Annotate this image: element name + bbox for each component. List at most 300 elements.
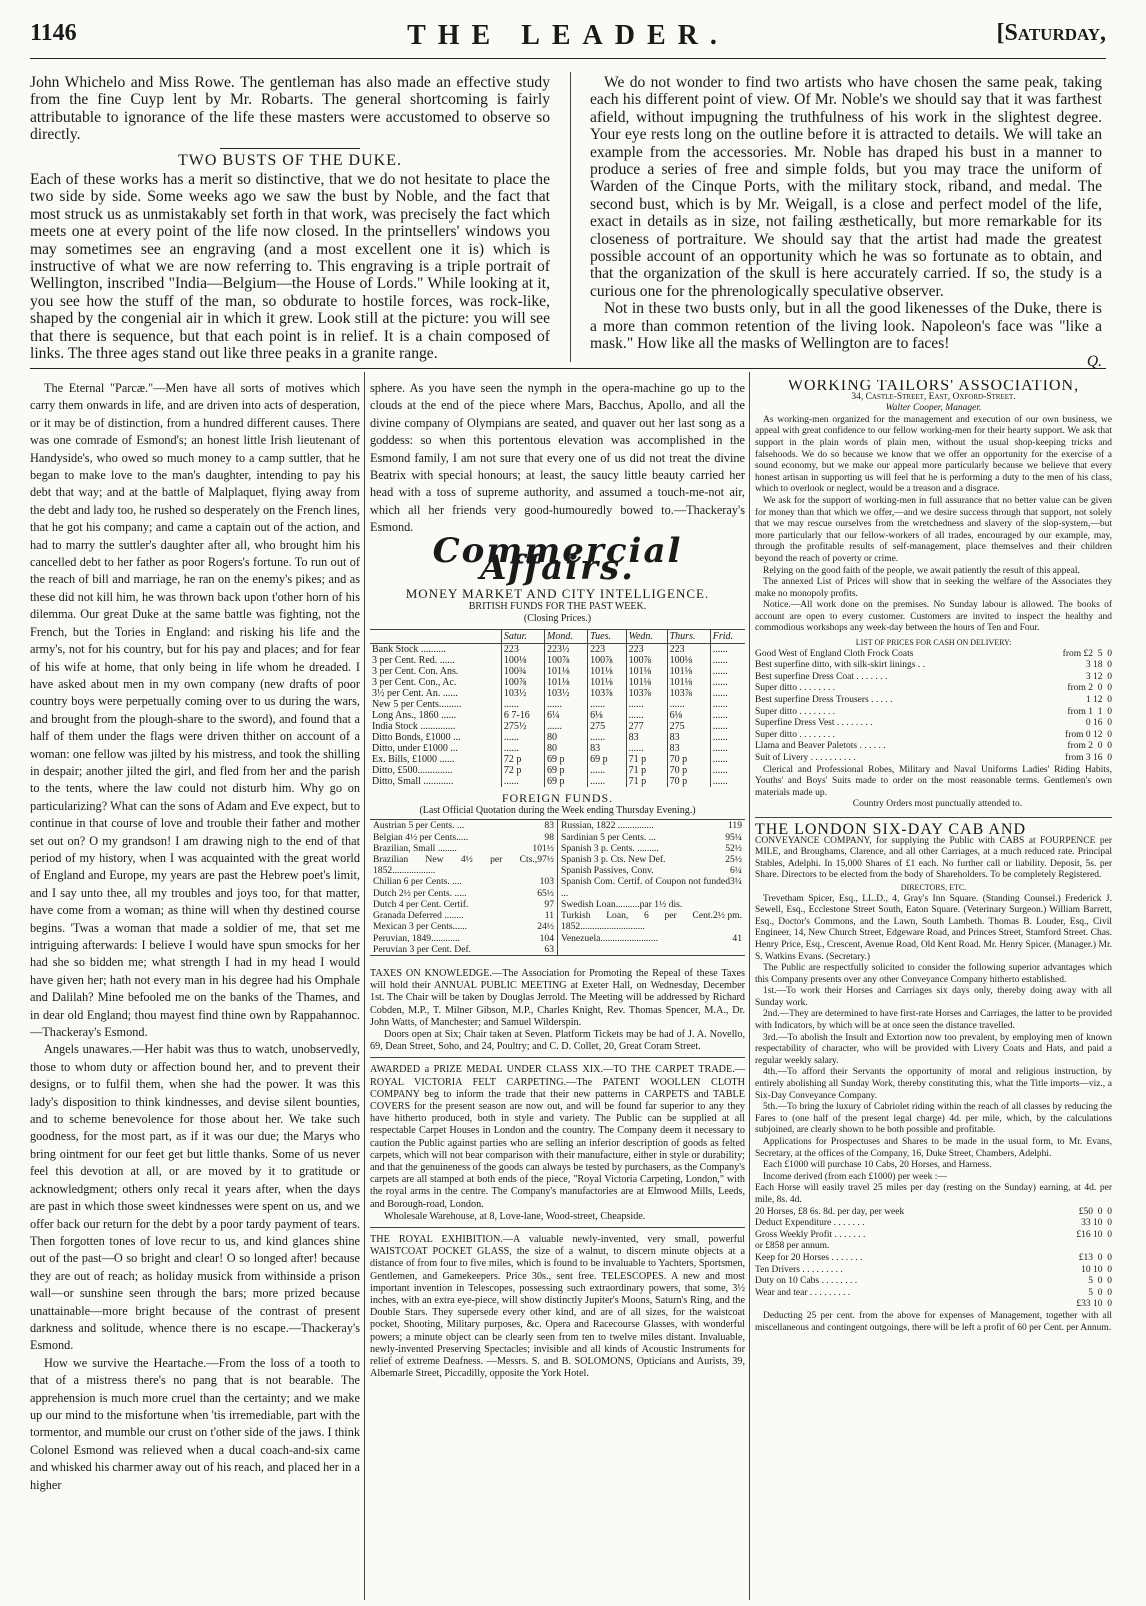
foreign-fund-row xyxy=(373,854,554,876)
funds-row xyxy=(370,666,745,677)
ad-text: Trevetham Spicer, Esq., LL.D., 4, Gray's Inn Square. (Standing Counsel.) Frederick J. Sewell, Esq., Ecclestone Street South, Eaton Square. (Veterinary Surgeon.) William Barrett, Esq., Doctor's Commons, and the Lawn, South Lambeth. Thomas B. Louder, Esq., Civil Engineer, 14, New Church Street, Edgeware Road, and Princes Street, Stamford Street. Chas. Henry Price, Esq., Crescent, Avenue Road, Old Kent Road. Mr. Henry Spicer. (Manager.) Mr. S. Watkins Evans. (Secretary.) xyxy=(755,893,1112,962)
funds-cell: ...... xyxy=(626,710,667,721)
foreign-fund-row-label: Brazilian New 4½ per Cts., 1852.................. xyxy=(373,854,538,877)
income-row-label: 20 Horses, £8 6s. 8d. per day, per week xyxy=(755,1206,905,1217)
ad-text: 1st.—To work their Horses and Carriages six days only, thereby doing away with all Sunday work. xyxy=(755,986,1112,1008)
price-row-value: from £2 5 0 xyxy=(1062,648,1112,659)
funds-cell: 83 xyxy=(667,732,710,743)
price-row-value: 1 12 0 xyxy=(1085,695,1112,706)
price-row xyxy=(755,660,1112,672)
funds-cell: ...... xyxy=(710,699,745,710)
advertisement-carpet xyxy=(370,1064,745,1223)
funds-cell: 69 p xyxy=(545,765,588,776)
funds-cell: 101⅛ xyxy=(626,677,667,688)
funds-cell: 101⅛ xyxy=(545,666,588,677)
ad-text: TAXES ON KNOWLEDGE.—The Association for Promoting the Repeal of these Taxes will hold their ANNUAL PUBLIC MEETING at Exeter Hall, on Wednesday, December 1st. The Chair will be taken by Douglas Jerrold. The Meeting will be addressed by Richard Cobden, M.P., T. Milner Gibson, M.P., Charles Knight, Rev. Thomas Spencer, M.A., Dr. John Watts, of Manchester; and Samuel Wilderspin. xyxy=(370,967,745,1028)
directors-heading: DIRECTORS, ETC. xyxy=(900,882,967,892)
funds-cell: 103⅞ xyxy=(588,688,626,699)
funds-cell: 101⅛ xyxy=(545,677,588,688)
funds-row xyxy=(370,677,745,688)
tailors-manager: Walter Cooper, Manager. xyxy=(885,403,982,414)
price-row-label: Suit of Livery . . . . . . . . . . xyxy=(755,753,856,763)
funds-cell: ...... xyxy=(710,655,745,666)
foreign-funds-note: (Last Official Quotation during the Week ending Thursday Evening.) xyxy=(419,805,696,817)
funds-cell: 101⅛ xyxy=(667,666,710,677)
funds-cell: 6 7-16 xyxy=(501,710,544,721)
article-heading: TWO BUSTS OF THE DUKE. xyxy=(178,151,402,169)
foreign-funds-table xyxy=(370,819,745,955)
price-row-label: Superfine Dress Vest . . . . . . . . xyxy=(755,718,873,729)
foreign-fund-row-label: Spanish Com. Certif. of Coupon not funded ... xyxy=(561,876,730,899)
foreign-fund-row-value: 2½ pm. xyxy=(712,910,742,922)
foreign-fund-row xyxy=(373,910,554,921)
funds-row xyxy=(370,688,745,699)
funds-row xyxy=(370,743,745,754)
income-row xyxy=(755,1218,1112,1230)
foreign-fund-row-value: 119 xyxy=(727,820,742,832)
newspaper-title: THE LEADER. xyxy=(407,20,729,51)
foreign-fund-row xyxy=(561,899,742,910)
foreign-fund-row-value: 6¼ xyxy=(730,865,742,877)
funds-cell: ...... xyxy=(588,699,626,710)
foreign-fund-row-label: Sardinian 5 per Cents. ... xyxy=(561,831,656,843)
foreign-fund-row-label: Granada Deferred ........ xyxy=(373,910,464,922)
funds-cell: Ditto, £500.............. xyxy=(372,765,453,777)
funds-cell: 71 p xyxy=(626,754,667,765)
funds-cell: 69 p xyxy=(545,776,588,787)
price-row-label: Best superfine Dress Trousers . . . . . xyxy=(755,695,893,706)
funds-cell: 275 xyxy=(588,721,626,732)
funds-cell: 83 xyxy=(667,743,710,754)
price-row xyxy=(755,718,1112,730)
funds-column-header: Satur. xyxy=(501,630,544,644)
income-row xyxy=(755,1183,1112,1206)
funds-cell: 100⅛ xyxy=(501,655,544,666)
ad-text: 3rd.—To abolish the Insult and Extortion now too prevalent, by employing men of known respectability of character, who will be provided with Livery Coats and Hats, and paid a regular weekly salary. xyxy=(755,1032,1112,1066)
foreign-fund-row-value: 52½ xyxy=(725,842,742,854)
income-row xyxy=(755,1241,1112,1253)
foreign-fund-row-value: 104 xyxy=(539,932,554,944)
foreign-fund-row-label: Spanish 3 p. Cents. ......... xyxy=(561,842,659,854)
funds-cell: 101⅛ xyxy=(588,666,626,677)
funds-cell: 83 xyxy=(588,743,626,754)
foreign-fund-row xyxy=(561,876,742,898)
funds-cell: 100⅛ xyxy=(667,655,710,666)
funds-cell: 80 xyxy=(545,743,588,754)
funds-cell: 223 xyxy=(588,644,626,656)
funds-row xyxy=(370,765,745,776)
funds-cell: ...... xyxy=(710,732,745,743)
funds-cell: 3 per Cent. Red. ...... xyxy=(372,655,455,667)
foreign-fund-row xyxy=(561,820,742,831)
ad-text: CONVEYANCE COMPANY, for supplying the Public with CABS at FOURPENCE per MILE, and Broughams, Clarence, and all other Carriages, at a much reduced rate. Principal Stables, Adelphi. In 15,000 Shares of £1 each. No further call or liability. Deposit, 5s. per Share. Directors to be elected from the body of Shareholders. To be completely Registered. xyxy=(755,835,1112,881)
ad-text: Notice.—All work done on the premises. No Sunday labour is allowed. The books of account are open to every customer. Customers are invited to inspect the healthy and commodious workshops any week-day between the hours of Ten and Four. xyxy=(755,600,1112,634)
income-row xyxy=(755,1276,1112,1288)
foreign-funds-right xyxy=(557,820,745,954)
ad-text: The Public are respectfully solicited to consider the following superior advantages which this Company presents over any other Conveyance Company hitherto established. xyxy=(755,963,1112,985)
price-row xyxy=(755,753,1112,765)
foreign-fund-row xyxy=(561,854,742,865)
funds-cell: 72 p xyxy=(501,754,544,765)
foreign-fund-row xyxy=(561,843,742,854)
funds-cell: 100⅞ xyxy=(501,677,544,688)
income-row-label: Deduct Expenditure . . . . . . . xyxy=(755,1218,865,1229)
tailors-association-title: WORKING TAILORS' ASSOCIATION, xyxy=(787,380,1080,394)
foreign-fund-row-value: 65½ xyxy=(537,887,554,899)
funds-cell: 223 xyxy=(667,644,710,656)
closing-prices-note: (Closing Prices.) xyxy=(523,613,592,625)
funds-cell: 70 p xyxy=(667,754,710,765)
foreign-fund-row-label: Russian, 1822 ............... xyxy=(561,820,654,832)
funds-cell: 101⅛ xyxy=(626,666,667,677)
funds-column-header: Tues. xyxy=(588,630,626,644)
ad-text: Wholesale Warehouse, at 8, Love-lane, Wood-street, Cheapside. xyxy=(384,1210,646,1222)
funds-row xyxy=(370,710,745,721)
funds-cell: 6⅛ xyxy=(667,710,710,721)
ad-text: We ask for the support of working-men in full assurance that no better value can be given for money than that which we offer,—and we desire success through that support, not solely that we may rescue ourselves from the wretchedness and slavery of the slop-system,—but more particularly that our fellow-workers of all trades, encouraged by our example, may, through the profitable results of self-management, place themselves and their children beyond the reach of poverty or crime. xyxy=(755,495,1112,564)
funds-cell: 277 xyxy=(626,721,667,732)
funds-column-header: Frid. xyxy=(710,630,745,644)
income-row-label: or £858 per annum. xyxy=(755,1241,830,1252)
foreign-fund-row xyxy=(561,865,742,876)
income-row-value: 33 10 0 xyxy=(1081,1218,1112,1229)
funds-column-header xyxy=(370,630,501,644)
funds-cell: ...... xyxy=(626,743,667,754)
funds-cell: ...... xyxy=(710,677,745,688)
price-row-label: Good West of England Cloth Frock Coats xyxy=(755,648,914,659)
funds-cell: ...... xyxy=(626,699,667,710)
income-row-label: Each Horse will easily travel 25 miles per day (resting on the Sunday) earning, at 4d. per mile, 8s. 4d. xyxy=(755,1183,1112,1205)
ad-text: Country Orders most punctually attended to. xyxy=(852,799,1023,810)
price-row xyxy=(755,707,1112,719)
funds-row xyxy=(370,699,745,710)
funds-column-header: Wedn. xyxy=(626,630,667,644)
funds-cell: ...... xyxy=(710,666,745,677)
income-row-label: Keep for 20 Horses . . . . . . . xyxy=(755,1252,863,1263)
income-row xyxy=(755,1265,1112,1277)
funds-cell: 72 p xyxy=(501,765,544,776)
funds-cell: ...... xyxy=(710,776,745,787)
price-row xyxy=(755,741,1112,753)
price-row-value: 0 16 0 xyxy=(1085,718,1112,729)
ad-text: Each £1000 will purchase 10 Cabs, 20 Horses, and Harness. xyxy=(763,1160,992,1171)
foreign-fund-row-value: 97 xyxy=(544,898,554,910)
column-three xyxy=(755,380,1112,1600)
foreign-fund-row-value: 11 xyxy=(544,910,554,922)
funds-cell: 3½ per Cent. An. ...... xyxy=(372,688,458,700)
ad-text: Relying on the good faith of the people, we await patiently the result of this appeal. xyxy=(763,565,1080,576)
price-row-value: from 2 0 0 xyxy=(1067,741,1112,752)
funds-cell: 71 p xyxy=(626,776,667,787)
income-row-value: £50 0 0 xyxy=(1078,1206,1112,1217)
ad-text: Applications for Prospectuses and Shares to be made in the usual form, to Mr. Evans, Secretary, at the offices of the Company, 16, Duke Street, Chambers, Adelphi. xyxy=(755,1137,1112,1159)
ad-text: 4th.—To afford their Servants the opportunity of moral and religious instruction, by entirely abolishing all Sunday Work, thereby constituting this, what the Title imports—viz., a Six-Day Conveyance Company. xyxy=(755,1067,1112,1101)
price-row-label: Super ditto . . . . . . . . xyxy=(755,683,835,694)
price-row-value: from 2 0 0 xyxy=(1067,683,1112,694)
price-row-label: Best superfine Dress Coat . . . . . . . xyxy=(755,671,888,682)
foreign-fund-row-value: 41 xyxy=(732,932,742,944)
cab-company-title: THE LONDON SIX-DAY CAB AND xyxy=(755,820,1027,838)
income-row-label: Duty on 10 Cabs . . . . . . . . xyxy=(755,1276,858,1287)
foreign-fund-row-value: 97½ xyxy=(537,854,554,866)
foreign-fund-row-value: 95¼ xyxy=(725,831,742,843)
income-row xyxy=(755,1253,1112,1265)
ad-text: The annexed List of Prices will show that in seeking the welfare of the Associates they make no monopoly profits. xyxy=(755,577,1112,599)
funds-cell: 101⅛ xyxy=(667,677,710,688)
foreign-funds-left xyxy=(370,820,557,954)
ad-divider xyxy=(370,1227,745,1228)
masthead xyxy=(30,20,1106,54)
section-divider xyxy=(220,148,360,149)
extract-paragraph: How we survive the Heartache.—From the loss of a tooth to that of a mistress there's no pang that is not bearable. The apprehension is much more cruel than the certainty; and we make up our mind to the misfortune when 'tis irremediable, part with the tormentor, and mumble our crust on t'other side of the jaws. I think Colonel Esmond was relieved when a ducal coach-and-six came and whisked his charmer away out of his reach, and placed her in a higher xyxy=(30,1355,360,1492)
funds-cell: 70 p xyxy=(667,765,710,776)
income-row xyxy=(755,1230,1112,1242)
funds-cell: 275½ xyxy=(501,721,544,732)
foreign-fund-row xyxy=(373,899,554,910)
funds-cell: 275 xyxy=(667,721,710,732)
ad-text: Clerical and Professional Robes, Military and Naval Uniforms Ladies' Riding Habits, Youths' and Boys' Suits made to order on the most reasonable terms. Gentlemen's own materials made up. xyxy=(755,764,1112,798)
section-title: Commercial Affairs. xyxy=(432,530,683,589)
foreign-fund-row xyxy=(561,910,742,932)
funds-cell: India Stock .............. xyxy=(372,721,456,733)
funds-cell: 6¼ xyxy=(545,710,588,721)
funds-cell: ...... xyxy=(667,699,710,710)
income-row-value: 10 10 0 xyxy=(1081,1264,1112,1275)
funds-column-header: Thurs. xyxy=(667,630,710,644)
funds-row xyxy=(370,776,745,787)
funds-cell: 103⅞ xyxy=(626,688,667,699)
foreign-fund-row-value: 25½ xyxy=(725,854,742,866)
foreign-fund-row-label: Spanish Passives, Conv. xyxy=(561,865,654,877)
funds-cell: 83 xyxy=(626,732,667,743)
column-rule xyxy=(749,372,750,1600)
funds-row xyxy=(370,644,745,656)
price-list xyxy=(755,649,1112,765)
advertisement-exhibition xyxy=(370,1234,745,1380)
funds-cell: ...... xyxy=(501,732,544,743)
foreign-fund-row-value: 63 xyxy=(544,943,554,955)
funds-cell: 3 per Cent. Con. Ans. xyxy=(372,666,459,678)
income-list xyxy=(755,1183,1112,1311)
price-row-value: from 3 16 0 xyxy=(1065,753,1112,763)
price-row-label: Super ditto . . . . . . . . xyxy=(755,729,835,740)
foreign-fund-row-label: Austrian 5 per Cents. ... xyxy=(373,820,465,832)
funds-cell: ...... xyxy=(710,721,745,732)
top-right-column xyxy=(590,74,1102,370)
foreign-fund-row-label: Turkish Loan, 6 per Cent. 1852........................... xyxy=(561,910,713,933)
funds-cell: 69 p xyxy=(545,754,588,765)
foreign-funds-heading: FOREIGN FUNDS. xyxy=(501,791,614,806)
funds-cell: ...... xyxy=(501,699,544,710)
funds-cell: 100¾ xyxy=(501,666,544,677)
masthead-rule xyxy=(30,58,1106,59)
foreign-fund-row xyxy=(561,832,742,843)
income-row-value: 5 0 0 xyxy=(1088,1276,1112,1287)
funds-cell: ...... xyxy=(710,710,745,721)
funds-cell: 103⅞ xyxy=(667,688,710,699)
funds-cell: ...... xyxy=(710,644,745,656)
funds-cell: Bank Stock .......... xyxy=(372,644,446,656)
column-rule xyxy=(364,372,365,1600)
ad-text: 2nd.—They are determined to have first-rate Horses and Carriages, the latter to be provided with Indicators, by which will be at once seen the distance travelled. xyxy=(755,1009,1112,1032)
funds-cell: 103½ xyxy=(501,688,544,699)
foreign-fund-row xyxy=(373,820,554,831)
article-paragraph: John Whichelo and Miss Rowe. The gentleman has also made an effective study from the fine Cuyp lent by Mr. Robarts. The general shortcoming is fairly attributable to ignorance of the life these masters were accustomed to observe so directly. xyxy=(30,74,550,144)
funds-cell: Ditto, Small ............ xyxy=(372,776,454,788)
foreign-fund-row xyxy=(373,876,554,887)
foreign-fund-row-label: Dutch 4 per Cent. Certif. xyxy=(373,898,469,910)
column-one xyxy=(30,380,360,1600)
ad-divider xyxy=(370,1057,745,1058)
funds-cell: ...... xyxy=(501,743,544,754)
page-number: 1146 xyxy=(30,20,77,46)
foreign-fund-row-label: Belgian 4½ per Cents..... xyxy=(373,831,469,843)
funds-cell: 223 xyxy=(626,644,667,656)
ad-text: 5th.—To bring the luxury of Cabriolet riding within the reach of all classes by reducing the Fares to (one half of the present legal charge) 4d. per mile, which, by the calculations subjoined, are clearly shown to be both possible and profitable. xyxy=(755,1102,1112,1136)
tailors-address: 34, Castle-Street, East, Oxford-Street. xyxy=(851,391,1016,402)
section-rule xyxy=(30,368,1106,369)
issue-day: [Saturday, xyxy=(996,20,1106,46)
funds-cell: Ex. Bills, £1000 ...... xyxy=(372,754,455,766)
funds-cell: ...... xyxy=(588,732,626,743)
article-paragraph: Not in these two busts only, but in all the good likenesses of the Duke, there is a more than common retention of the living look. Napoleon's face was "like a mask." How like all the masks of Wellington are to faces! xyxy=(590,300,1102,353)
funds-cell: New 5 per Cents......... xyxy=(372,699,462,711)
british-funds-table xyxy=(370,629,745,787)
british-funds-heading: BRITISH FUNDS FOR THE PAST WEEK. xyxy=(468,601,647,613)
income-row-value: £16 10 0 xyxy=(1076,1229,1112,1240)
funds-cell: Ditto, under £1000 ... xyxy=(372,743,458,755)
price-row xyxy=(755,695,1112,707)
column-two xyxy=(370,380,745,1380)
funds-cell: Ditto Bonds, £1000 ... xyxy=(372,732,461,744)
article-paragraph: Each of these works has a merit so distinctive, that we do not hesitate to place the two side by side. Some weeks ago we saw the bust by Noble, and the fact that most struck us as unmistakably set forth in that work, was precisely the fact which meets one at every point of the life now closed. In the printsellers' windows you may sometimes see an engraving (and a most excellent one it is) which is instructive of what we are now referring to. This engraving is a triple portrait of Wellington, inscribed "India—Belgium—the House of Lords." While looking at it, you see how the stuff of the man, so obdurate to hostile forces, was rock-like, shaped by the congenial air in which it grew. Look still at the picture: you will see that there is sequence, but that each point is in relief. It is a chain composed of links. The three ages stand out like three peaks in a granite range. xyxy=(30,171,550,363)
funds-cell: Long Ans., 1860 ...... xyxy=(372,710,457,722)
price-row-value: from 1 1 0 xyxy=(1067,706,1112,717)
funds-cell: 100⅞ xyxy=(626,655,667,666)
ad-divider xyxy=(755,817,1112,818)
ad-text: Deducting 25 per cent. from the above for expenses of Management, together with all miscellaneous and contingent outgoings, there will be left a profit of 60 per Cent. per Annum. xyxy=(755,1310,1112,1333)
funds-cell: 103½ xyxy=(545,688,588,699)
foreign-fund-row xyxy=(373,944,554,955)
funds-cell: ...... xyxy=(545,721,588,732)
funds-cell: 100⅞ xyxy=(588,655,626,666)
top-left-column xyxy=(30,74,550,363)
foreign-fund-row-value: 103 xyxy=(539,876,554,888)
advertisement-taxes xyxy=(370,968,745,1053)
foreign-fund-row-label: Swedish Loan..........par 1½ dis. xyxy=(561,898,683,910)
extract-paragraph: sphere. As you have seen the nymph in the opera-machine go up to the clouds at the end of the piece where Mars, Bacchus, Apollo, and all the divine company of Olympians are seated, and quaver out her last song as a goddess: so when this portentous elevation was accomplished in the Esmond family, I am not sure that every one of us did not treat the divine Beatrix with special honours; at least, the saucy little beauty carried her head with a toss of supreme authority, and assumed a touch-me-not air, which all her friends very good-humouredly bowed to.—Thackeray's Esmond. xyxy=(370,381,745,535)
foreign-fund-row-value: 3¼ xyxy=(730,876,742,888)
ad-text: THE ROYAL EXHIBITION.—A valuable newly-invented, very small, powerful WAISTCOAT POCKET GLASS, the size of a walnut, to discern minute objects at a distance of from four to five miles, which is found to be invaluable to Yachters, Sportsmen, Gentlemen, and Gamekeepers. Price 30s., sent free. TELESCOPES. A new and most important invention in Telescopes, possessing such extraordinary powers, that some, 3½ inches, with an extra eye-piece, will show distinctly Jupiter's Moons, Saturn's Ring, and the Double Stars. They supersede every other kind, and are of all sizes, for the waistcoat pocket, Shooting, Military purposes, &c. Opera and Racecourse Glasses, with wonderful powers; a minute object can be clearly seen from ten to twelve miles distant. Invaluable, newly-invented Preserving Spectacles; invisible and all kinds of Acoustic Instruments for relief of extreme Deafness. —Messrs. S. and B. SOLOMONS, Opticians and Aurists, 39, Albemarle Street, Piccadilly, opposite the York Hotel. xyxy=(370,1233,745,1380)
funds-cell: 3 per Cent. Con., Ac. xyxy=(372,677,457,689)
foreign-fund-row xyxy=(373,933,554,944)
funds-cell: ...... xyxy=(710,743,745,754)
price-row-label: Llama and Beaver Paletots . . . . . . xyxy=(755,741,886,752)
price-row-value: 3 12 0 xyxy=(1085,671,1112,682)
price-row-value: from 0 12 0 xyxy=(1065,729,1112,740)
foreign-fund-row-value: 101½ xyxy=(532,842,554,854)
foreign-fund-row xyxy=(561,933,742,944)
funds-cell: 100⅞ xyxy=(545,655,588,666)
funds-row xyxy=(370,732,745,743)
column-rule xyxy=(570,72,571,362)
funds-cell: ...... xyxy=(710,754,745,765)
funds-cell: ...... xyxy=(501,776,544,787)
funds-cell: ...... xyxy=(545,699,588,710)
extract-paragraph: Angels unawares.—Her habit was thus to watch, unobservedly, those to whom duty or affection bound her, and to prevent their designs, or to fulfil them, when she had the power. It was this lady's disposition to think kindnesses, and devise silent bounties, and to scheme benevolence for those about her. We take such goodness, for the most part, as if it was our due; the Marys who bring ointment for our feet get but little thanks. Some of us never feel this devotion at all, or are moved by it to gratitude or acknowledgment; others only recal it years after, when the days are past in which those sweet kindnesses were spent on us, and we offer back our return for the debt by a poor tardy payment of tears. Then forgotten tones of love recur to us, and kind glances shine out of the past—O so bright and clear! O so longed after! because they are out of reach; as holiday musick from withinside a prison wall—or sunshine seen through the bars; more prized because unattainable—more bright because of the contrast of present darkness and solitude, whence there is no escape.—Thackeray's Esmond. xyxy=(30,1042,360,1353)
income-row xyxy=(755,1288,1112,1300)
funds-row xyxy=(370,655,745,666)
income-row-label: Wear and tear . . . . . . . . . xyxy=(755,1287,851,1298)
foreign-fund-row-label: Brazilian, Small ........ xyxy=(373,842,457,854)
funds-row xyxy=(370,754,745,765)
income-row-value: 5 0 0 xyxy=(1088,1287,1112,1298)
money-market-heading: MONEY MARKET AND CITY INTELLIGENCE. xyxy=(405,586,710,602)
funds-cell: 101⅛ xyxy=(588,677,626,688)
foreign-fund-row-value: 24½ xyxy=(537,921,554,933)
foreign-fund-row-label: Peruvian, 1849............ xyxy=(373,932,460,944)
price-row xyxy=(755,730,1112,742)
foreign-fund-row-label: Chilian 6 per Cents. .... xyxy=(373,876,462,888)
price-row-label: Super ditto . . . . . . . . xyxy=(755,706,835,717)
funds-cell: 69 p xyxy=(588,754,626,765)
funds-cell: ...... xyxy=(710,765,745,776)
funds-cell: 223 xyxy=(501,644,544,656)
article-signature: Q. xyxy=(1086,352,1102,370)
income-row-value: £13 0 0 xyxy=(1078,1252,1112,1263)
funds-cell: 80 xyxy=(545,732,588,743)
ad-text: Doors open at Six; Chair taken at Seven. Platform Tickets may be had of J. A. Novello, 69, Dean Street, Soho, and 24, Poultry; and C. D. Collet, 20, Great Coram Street. xyxy=(370,1028,745,1053)
foreign-fund-row xyxy=(373,832,554,843)
income-row-label: Gross Weekly Profit . . . . . . . xyxy=(755,1229,866,1240)
funds-cell: 223½ xyxy=(545,644,588,656)
price-row-value: 3 18 0 xyxy=(1085,660,1112,671)
foreign-fund-row xyxy=(373,843,554,854)
foreign-fund-row-label: Dutch 2½ per Cents. ..... xyxy=(373,887,467,899)
price-list-heading: LIST OF PRICES FOR CASH ON DELIVERY: xyxy=(855,638,1012,648)
funds-row xyxy=(370,721,745,732)
foreign-fund-row-label: Mexican 3 per Cents...... xyxy=(373,921,468,933)
income-row xyxy=(755,1299,1112,1311)
income-row-label: Ten Drivers . . . . . . . . . xyxy=(755,1264,843,1275)
price-row xyxy=(755,649,1112,661)
funds-cell: 6⅛ xyxy=(588,710,626,721)
income-row xyxy=(755,1207,1112,1219)
foreign-fund-row xyxy=(373,888,554,899)
foreign-fund-row-label: Peruvian 3 per Cent. Def. xyxy=(373,943,472,955)
funds-cell: ...... xyxy=(710,688,745,699)
income-row-value: £33 10 0 xyxy=(1076,1299,1112,1310)
price-row xyxy=(755,672,1112,684)
foreign-fund-row-label: Spanish 3 p. Cts. New Def. xyxy=(561,854,666,866)
foreign-fund-row-value: 83 xyxy=(544,820,554,832)
ad-text: As working-men organized for the management and execution of our own business, we appeal with great confidence to our fellow working-men for their hearty support. We ask that support in the plain words of plain men, without the usual shop-keeping tricks and falsehoods. We do so because we know that we offer an opportunity for the exercise of a sound economy, but we make our appeal more particularly because we believe that every honest artisan in supporting us will feel that he is performing a duty to the men of his class, which to overlook or neglect, would be a treason and a disgrace. xyxy=(755,414,1112,495)
funds-cell: ...... xyxy=(588,765,626,776)
ad-text: Income derived (from each £1000) per week :— xyxy=(763,1171,947,1182)
price-row xyxy=(755,683,1112,695)
foreign-fund-row xyxy=(373,921,554,932)
ad-text: AWARDED a PRIZE MEDAL UNDER CLASS XIX.—TO THE CARPET TRADE.—ROYAL VICTORIA FELT CARPETING.—The PATENT WOOLLEN CLOTH COMPANY beg to inform the trade that their new patterns in CARPETS and TABLE COVERS for the present season are now out, and will be found far superior to any they have hitherto produced, both in style and variety. The Public can be supplied at all respectable Carpet Houses in London and the country. The Company deem it necessary to caution the Public against parties who are selling an inferior description of goods as felted carpets, which will not bear comparison with their manufacture, either in style or durability; and that the genuineness of the goods can always be tested by purchasers, as the Company's carpets are all stamped at both ends of the piece, "Royal Victoria Carpeting, London," with the royal arms in the centre. The Company's manufactories are at Elmwood Mills, Leeds, and Borough-road, London. xyxy=(370,1064,745,1210)
price-row-label: Best superfine ditto, with silk-skirt linings . . xyxy=(755,660,925,671)
foreign-fund-row-label: Venezuela........................ xyxy=(561,932,658,944)
funds-cell: ...... xyxy=(588,776,626,787)
foreign-fund-row-value: 98 xyxy=(544,831,554,843)
article-paragraph: We do not wonder to find two artists who have chosen the same peak, taking each his different point of view. Of Mr. Noble's we should say that it was farthest afield, without impugning the truthfulness of his work in the slightest degree. Your eye rests long on the outline before it is attracted to details. We will take an example from the accessories. Mr. Noble has draped his bust in a manner to produce a series of free and simple folds, but you may trace the uniform of Warden of the Cinque Ports, with the military stock, riband, and medal. The second bust, which is by Mr. Weigall, is a close and perfect model of the life, exact in details as in size, not failing æsthetically, but more remarkable for its closeness of portraiture. We should say that the artist had made the greatest possible account of an opportunity which he was so fortunate as to obtain, and that the organization of the skull is here accurately carried. If so, the study is a curious one for the phrenologically speculative observer. xyxy=(590,74,1102,300)
funds-column-header: Mond. xyxy=(545,630,588,644)
funds-cell: 70 p xyxy=(667,776,710,787)
extract-paragraph: The Eternal "Parcæ."—Men have all sorts of motives which carry them onwards in life, and are driven into acts of desperation, or it may be of distinction, from a hundred different causes. There was one comrade of Esmond's; an honest little Irish lieutenant of Handyside's, who owed so much money to a camp suttler, that he began to make love to the man's daughter, intending to pay his debt that way; and at the battle of Malplaquet, flying away from the debt and lady too, he rushed so desperately on the French lines, that he got his company; and came a captain out of the action, and had to marry the suttler's daughter after all, who brought him his cancelled debt to her father as poor Rogers's fortune. To run out of the reach of bill and marriage, he ran on the enemy's pikes; and as these did not kill him, he was thrown back upon t'other horn of his dilemma. Our great Duke at the same battle was fighting, not the French, but the Tories in England: and risking his life and the army's, not for his country, but for his pay and places; and for fear of his wife at home, that only being in life whom he dreaded. I have asked about men in my own company (new drafts of poor country boys were perpetually coming over to us during the wars, and brought from the plough-share to the sword), and found that a half of them under the flags were driven thither on account of a woman: one fellow was jilted by his mistress, and took the shilling in despair; another jilted the girl, and fled from her and the parish to the tents, where the law could not disturb him. Why go on particularizing? What can the sons of Adam and Eve expect, but to continue in that course of love and trouble their father and mother set out on? O my grandson! I am drawing nigh to the end of that period of my history, when I was acquainted with the great world of England and Europe, my years are past the Hebrew poet's limit, and I say unto thee, all my troubles and joys too, for that matter, have come from a woman; as thine will when thy destined course begins. 'Twas a woman that made a soldier of me, that set me intriguing afterwards: I believe I would have spun smocks for her had she so bidden me; what strength I had in my head I would have given her; hath not every man in his degree had his Omphale and Dalilah? Mine befooled me on the banks of the Thames, and in dear old England; thou mayest find thine own by Rappahannoc.—Thackeray's Esmond. xyxy=(30,381,360,1040)
funds-cell: 71 p xyxy=(626,765,667,776)
